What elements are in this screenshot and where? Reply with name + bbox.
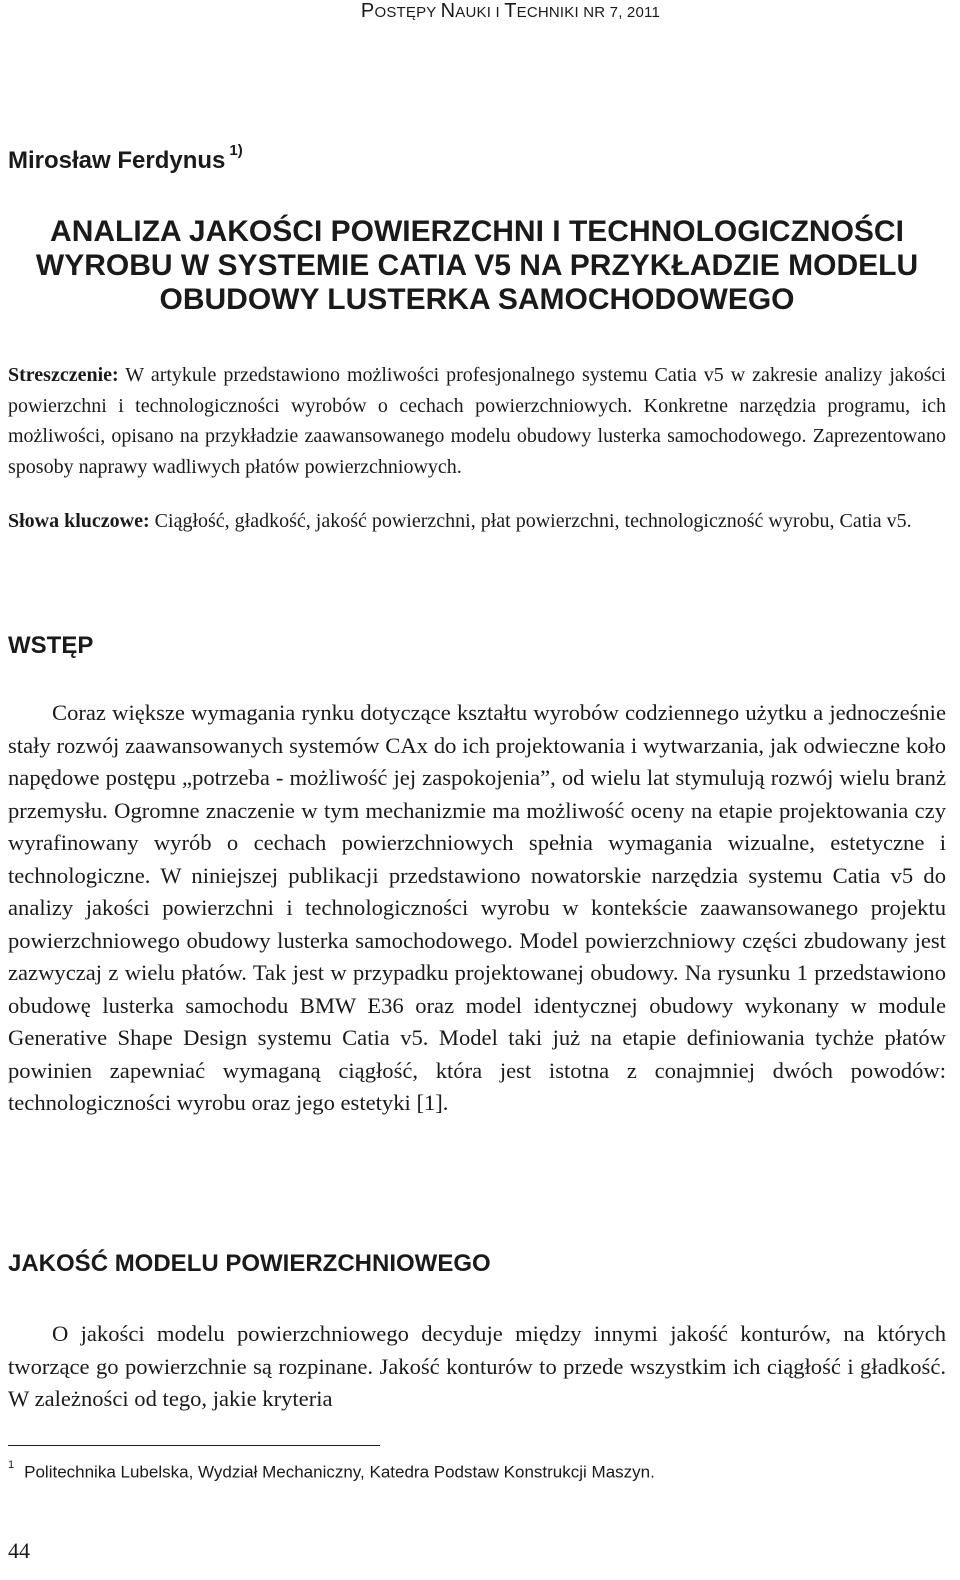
footnote [8, 1459, 655, 1483]
footnote-divider [8, 1445, 380, 1446]
author-footnote-mark: 1) [229, 142, 243, 159]
section-heading-quality: JAKOŚĆ MODELU POWIERZCHNIOWEGO [8, 1250, 491, 1277]
keywords [8, 505, 946, 539]
author-name: Mirosław Ferdynus $^{1)}$ [8, 142, 243, 174]
abstract-text: W artykule przedstawiono możliwości profesjonalnego systemu Catia v5 w zakresie analizy jakości powierzchni i technologiczności wyrobów o cechach powierzchniowych. Konkretne narzędzia programu, ich możliwości, opisano na przykładzie zaawansowanego modelu obudowy lusterka samochodowego. Zaprezentowano sposoby naprawy wadliwych płatów powierzchniowych. [8, 364, 946, 478]
running-head: POSTĘPY NAUKI I TECHNIKI NR 7, 2011 [360, 0, 660, 22]
page-number: 44 [8, 1538, 30, 1563]
keywords-text: Ciągłość, gładkość, jakość powierzchni, płat powierzchni, technologiczność wyrobu, Catia v5. [149, 510, 912, 532]
abstract [8, 360, 946, 482]
article-title: ANALIZA JAKOŚCI POWIERZCHNI I TECHNOLOGICZNOŚCI WYROBU W SYSTEMIE CATIA V5 NA PRZYKŁADZIE MODELU OBUDOWY LUSTERKA SAMOCHODOWEGO [35, 215, 919, 316]
section-heading-intro: WSTĘP [8, 632, 94, 659]
quality-paragraph: O jakości modelu powierzchniowego decyduje między innymi jakość konturów, na których tworzące go powierzchnie są rozpinane. Jakość konturów to przede wszystkim ich ciągłość i gładkość. W zależności od tego, jakie kryteria [8, 1321, 946, 1411]
footnote-mark: 1 [8, 1459, 15, 1471]
abstract-label: Streszczenie: [8, 364, 119, 386]
keywords-label: Słowa kluczowe: [8, 510, 150, 532]
footnote-text: Politechnika Lubelska, Wydział Mechaniczny, Katedra Podstaw Konstrukcji Maszyn. [24, 1462, 655, 1482]
intro-paragraph: Coraz większe wymagania rynku dotyczące kształtu wyrobów codziennego użytku a jednocześnie stały rozwój zaawansowanych systemów CAx do ich projektowania i wytwarzania, jak odwieczne koło napędowe postępu „potrzeba - możliwość jej zaspokojenia”, od wielu lat stymulują rozwój wielu branż przemysłu. Ogromne znaczenie w tym mechanizmie ma możliwość oceny na etapie projektowania czy wyrafinowany wyrób o cechach powierzchniowych spełnia wymagania wizualne, estetyczne i technologiczne. W niniejszej publikacji przedstawiono nowatorskie narzędzia systemu Catia v5 do analizy jakości powierzchni i technologiczności wyrobu w kontekście zaawansowanego projektu powierzchniowego obudowy lusterka samochodowego. Model powierzchniowy części zbudowany jest zazwyczaj z wielu płatów. Tak jest w przypadku projektowanej obudowy. Na rysunku 1 przedstawiono obudowę lusterka samochodu BMW E36 oraz model identycznej obudowy wykonany w module Generative Shape Design systemu Catia v5. Model taki już na etapie definiowania tychże płatów powinien zapewniać wymaganą ciągłość, która jest istotna z conajmniej dwóch powodów: technologiczności wyrobu oraz jego estetyki [1]. [8, 700, 946, 1115]
